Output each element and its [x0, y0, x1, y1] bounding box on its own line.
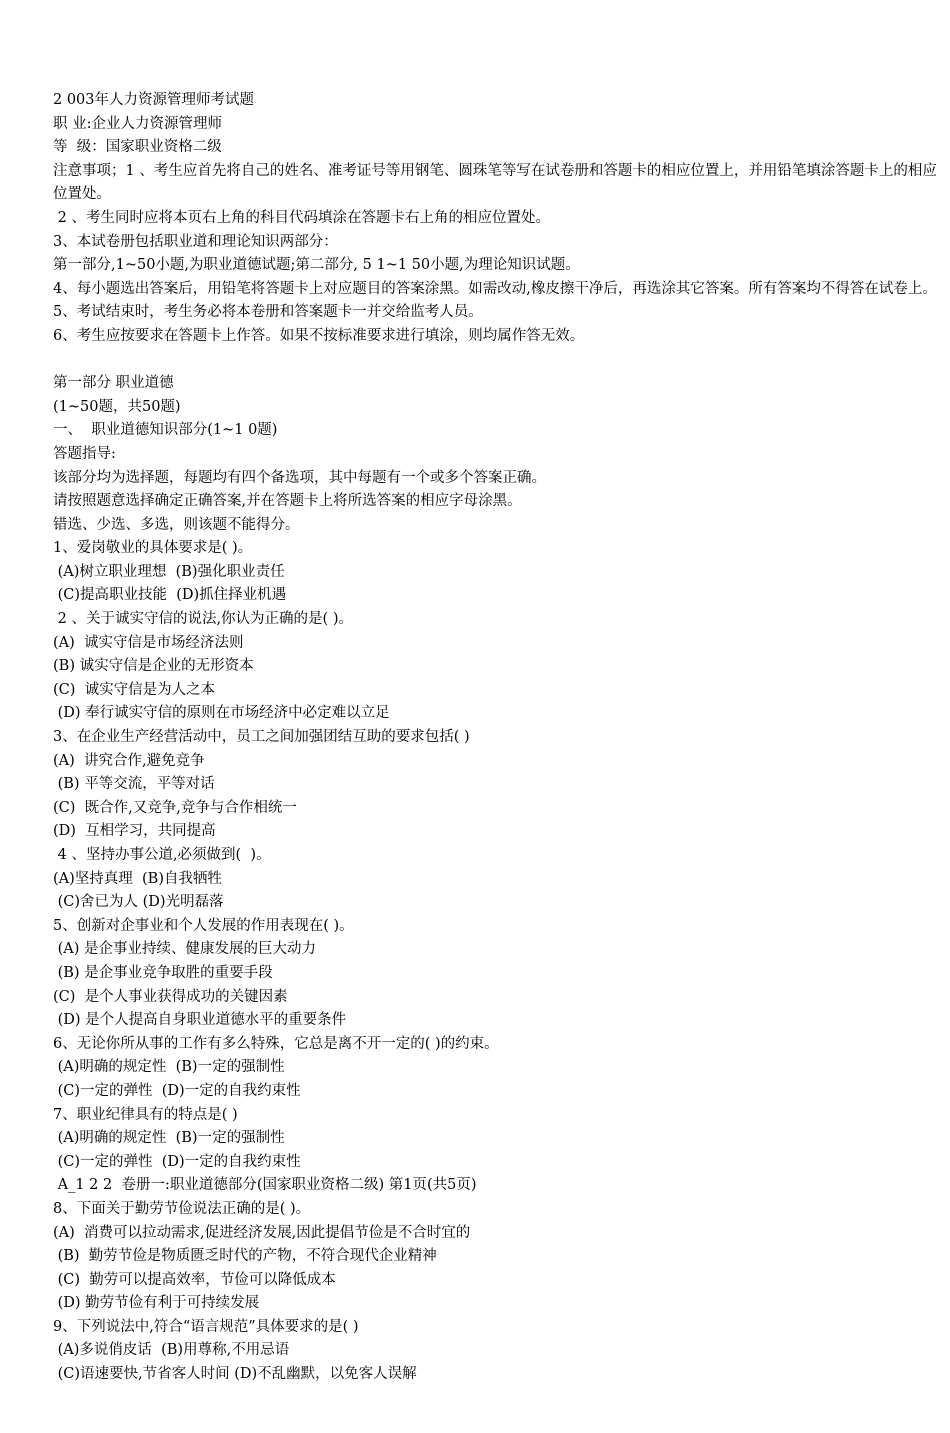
note-item: 3、本试卷册包括职业道和理论知识两部分： — [53, 233, 338, 250]
occupation-line: 职 业:企业人力资源管理师 — [53, 115, 222, 132]
notes-block — [53, 160, 938, 349]
question-line: (A)树立职业理想 (B)强化职业责任 — [53, 563, 285, 580]
question-line: (D) 奉行诚实守信的原则在市场经济中必定难以立足 — [53, 705, 390, 722]
question-list — [53, 537, 938, 1386]
question-line: (C)一定的弹性 (D)一定的自我约束性 — [53, 1153, 301, 1170]
guide-line: 该部分均为选择题，每题均有四个备选项，其中每题有一个或多个答案正确。 — [53, 469, 546, 486]
question-line: 4 、坚持办事公道,必须做到( )。 — [53, 847, 271, 863]
blank-line — [53, 349, 938, 373]
question-line: (A) 诚实守信是市场经济法则 — [53, 634, 244, 651]
question-line: 9、下列说法中,符合“语言规范”具体要求的是( ) — [53, 1318, 359, 1335]
question-line: (A) 是企事业持续、健康发展的巨大动力 — [53, 941, 317, 958]
question-line: (B) 是企事业竞争取胜的重要手段 — [53, 964, 273, 981]
question-line: (C)语速要快,节省客人时间 (D)不乱幽默，以免客人误解 — [53, 1366, 417, 1383]
question-line: (A)多说俏皮话 (B)用尊称,不用忌语 — [53, 1342, 290, 1359]
note-item: 第一部分,1~50小题,为职业道德试题;第二部分, 5 1~1 50小题,为理论知识试题。 — [53, 257, 580, 274]
guide-line: 请按照题意选择确定正确答案,并在答题卡上将所选答案的相应字母涂黑。 — [53, 493, 522, 510]
part-range: (1~50题，共50题) — [53, 398, 181, 415]
level-line: 等 级：国家职业资格二级 — [53, 139, 222, 156]
question-line: 2 、关于诚实守信的说法,你认为正确的是( )。 — [53, 611, 353, 628]
question-line: 3、在企业生产经营活动中，员工之间加强团结互助的要求包括( ) — [53, 729, 470, 746]
question-line: (B) 诚实守信是企业的无形资本 — [53, 658, 254, 675]
exam-document — [53, 89, 938, 1387]
exam-title: 2 003年人力资源管理师考试题 — [53, 92, 255, 108]
page-footer: A_1 2 2 卷册一:职业道德部分(国家职业资格二级) 第1页(共5页) — [53, 1177, 477, 1194]
question-line: 1、爱岗敬业的具体要求是( )。 — [53, 540, 253, 557]
question-line: 5、创新对企事业和个人发展的作用表现在( )。 — [53, 917, 354, 934]
question-line: (C) 是个人事业获得成功的关键因素 — [53, 988, 288, 1005]
question-line: 7、职业纪律具有的特点是( ) — [53, 1106, 238, 1123]
question-line: (A)明确的规定性 (B)一定的强制性 — [53, 1059, 285, 1076]
question-line: (D) 勤劳节俭有利于可持续发展 — [53, 1295, 260, 1312]
note-item: 4、每小题选出答案后，用铅笔将答题卡上对应题目的答案涂黑。如需改动,橡皮擦干净后，再选涂其它答案。所有答案均不得答在试卷上。 — [53, 280, 937, 297]
question-line: (B) 勤劳节俭是物质匮乏时代的产物，不符合现代企业精神 — [53, 1248, 437, 1265]
question-line: (C) 诚实守信是为人之本 — [53, 681, 216, 698]
part-title: 第一部分 职业道德 — [53, 375, 174, 392]
question-line: (A) 消费可以拉动需求,促进经济发展,因此提倡节俭是不合时宜的 — [53, 1224, 471, 1241]
note-item: 注意事项；1 、考生应首先将自己的姓名、准考证号等用钢笔、圆珠笔等写在试卷册和答题卡的相应位置上，并用铅笔填涂答题卡上的相应位置处。 — [53, 162, 937, 203]
question-line: (A) 讲究合作,避免竞争 — [53, 752, 205, 769]
question-line: (C) 既合作,又竞争,竞争与合作相统一 — [53, 799, 297, 816]
guide-title: 答题指导: — [53, 445, 116, 462]
question-line: (A)坚持真理 (B)自我牺牲 — [53, 870, 222, 887]
note-item: 6、考生应按要求在答题卡上作答。如果不按标准要求进行填涂，则均属作答无效。 — [53, 327, 585, 344]
question-line: (A)明确的规定性 (B)一定的强制性 — [53, 1130, 285, 1147]
question-line: (B) 平等交流，平等对话 — [53, 776, 215, 793]
guide-line: 错选、少选、多选，则该题不能得分。 — [53, 516, 300, 533]
question-line: 8、下面关于勤劳节俭说法正确的是( )。 — [53, 1200, 311, 1217]
question-line: (D) 是个人提高自身职业道德水平的重要条件 — [53, 1012, 347, 1029]
question-line: (C)提高职业技能 (D)抓住择业机遇 — [53, 587, 287, 604]
note-item: 2 、考生同时应将本页右上角的科目代码填涂在答题卡右上角的相应位置处。 — [53, 209, 550, 226]
note-item: 5、考试结束时，考生务必将本卷册和答案题卡一并交给监考人员。 — [53, 304, 483, 321]
section-title: 一、 职业道德知识部分(1~1 0题) — [53, 422, 278, 439]
question-line: 6、无论你所从事的工作有多么特殊，它总是离不开一定的( )的约束。 — [53, 1035, 499, 1052]
question-line: (C) 勤劳可以提高效率，节俭可以降低成本 — [53, 1271, 336, 1288]
question-line: (D) 互相学习，共同提高 — [53, 823, 216, 840]
question-line: (C)舍已为人 (D)光明磊落 — [53, 894, 224, 911]
question-line: (C)一定的弹性 (D)一定的自我约束性 — [53, 1082, 301, 1099]
